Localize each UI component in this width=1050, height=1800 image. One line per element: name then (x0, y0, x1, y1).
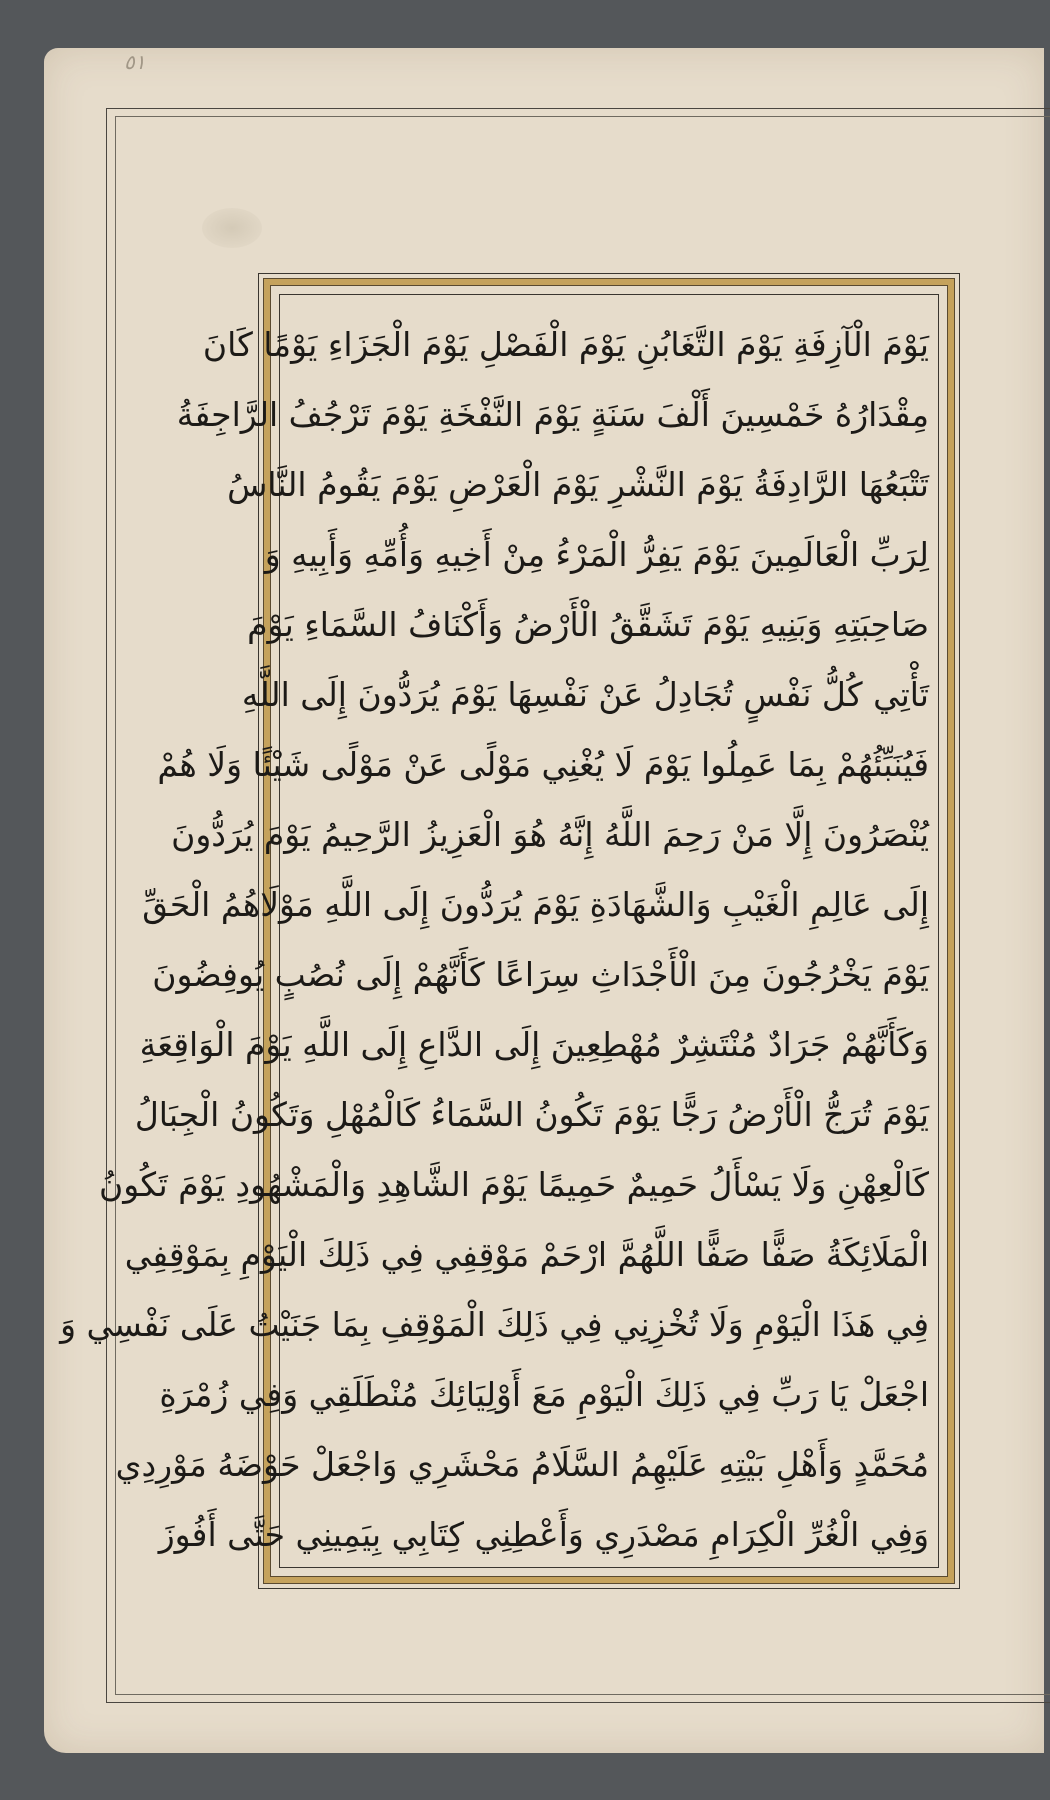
folio-number: ٥١ (124, 50, 146, 74)
text-block (60, 310, 929, 1558)
text-line-17: مُحَمَّدٍ وَأَهْلِ بَيْتِهِ عَلَيْهِمُ السَّلَامُ مَحْشَرِي وَاجْعَلْ حَوْضَهُ مَوْرِدِي (115, 1445, 929, 1484)
text-line-8: يُنْصَرُونَ إِلَّا مَنْ رَحِمَ اللَّهُ إِنَّهُ هُوَ الْعَزِيزُ الرَّحِيمُ يَوْمَ يُرَدُّونَ (171, 815, 929, 854)
text-line-2: مِقْدَارُهُ خَمْسِينَ أَلْفَ سَنَةٍ يَوْمَ النَّفْخَةِ يَوْمَ تَرْجُفُ الرَّاجِفَةُ (176, 395, 929, 434)
text-line-18: وَفِي الْغُرِّ الْكِرَامِ مَصْدَرِي وَأَعْطِنِي كِتَابِي بِيَمِينِي حَتَّى أَفُوزَ (158, 1515, 929, 1554)
text-line-12: يَوْمَ تُرَجُّ الْأَرْضُ رَجًّا يَوْمَ تَكُونُ السَّمَاءُ كَالْمُهْلِ وَتَكُونُ الْجِبَالُ (134, 1095, 929, 1134)
text-line-15: فِي هَذَا الْيَوْمِ وَلَا تُخْزِنِي فِي ذَلِكَ الْمَوْقِفِ بِمَا جَنَيْتُ عَلَى نَفْسِي وَ (60, 1305, 929, 1344)
text-line-6: تَأْتِي كُلُّ نَفْسٍ تُجَادِلُ عَنْ نَفْسِهَا يَوْمَ يُرَدُّونَ إِلَى اللَّهِ (241, 675, 929, 714)
text-frame (60, 273, 960, 1589)
text-line-16: اجْعَلْ يَا رَبِّ فِي ذَلِكَ الْيَوْمِ مَعَ أَوْلِيَائِكَ مُنْطَلَقِي وَفِي زُمْرَةِ (159, 1375, 929, 1414)
text-line-14: الْمَلَائِكَةُ صَفًّا صَفًّا اللَّهُمَّ ارْحَمْ مَوْقِفِي فِي ذَلِكَ الْيَوْمِ بِمَوْقِفِي (124, 1235, 929, 1274)
text-line-11: وَكَأَنَّهُمْ جَرَادٌ مُنْتَشِرٌ مُهْطِعِينَ إِلَى الدَّاعِ إِلَى اللَّهِ يَوْمَ الْوَاقِعَةِ (139, 1025, 929, 1064)
text-line-13: كَالْعِهْنِ وَلَا يَسْأَلُ حَمِيمٌ حَمِيمًا يَوْمَ الشَّاهِدِ وَالْمَشْهُودِ يَوْمَ تَكُونُ (99, 1165, 929, 1204)
text-line-10: يَوْمَ يَخْرُجُونَ مِنَ الْأَجْدَاثِ سِرَاعًا كَأَنَّهُمْ إِلَى نُصُبٍ يُوفِضُونَ (152, 955, 929, 994)
manuscript-page (44, 48, 1044, 1753)
text-line-5: صَاحِبَتِهِ وَبَنِيهِ يَوْمَ تَشَقَّقُ الْأَرْضُ وَأَكْنَافُ السَّمَاءِ يَوْمَ (247, 605, 929, 644)
text-line-3: تَتْبَعُهَا الرَّادِفَةُ يَوْمَ النَّشْرِ يَوْمَ الْعَرْضِ يَوْمَ يَقُومُ النَّاسُ (227, 465, 929, 504)
text-line-7: فَيُنَبِّئُهُمْ بِمَا عَمِلُوا يَوْمَ لَا يُغْنِي مَوْلًى عَنْ مَوْلًى شَيْئًا وَلَا هُمْ (157, 745, 929, 784)
text-line-1: يَوْمَ الْآزِفَةِ يَوْمَ التَّغَابُنِ يَوْمَ الْفَصْلِ يَوْمَ الْجَزَاءِ يَوْمًا كَانَ (202, 325, 929, 364)
text-line-9: إِلَى عَالِمِ الْغَيْبِ وَالشَّهَادَةِ يَوْمَ يُرَدُّونَ إِلَى اللَّهِ مَوْلَاهُمُ الْحَقِّ (142, 885, 929, 924)
text-line-4: لِرَبِّ الْعَالَمِينَ يَوْمَ يَفِرُّ الْمَرْءُ مِنْ أَخِيهِ وَأُمِّهِ وَأَبِيهِ وَ (264, 535, 929, 574)
